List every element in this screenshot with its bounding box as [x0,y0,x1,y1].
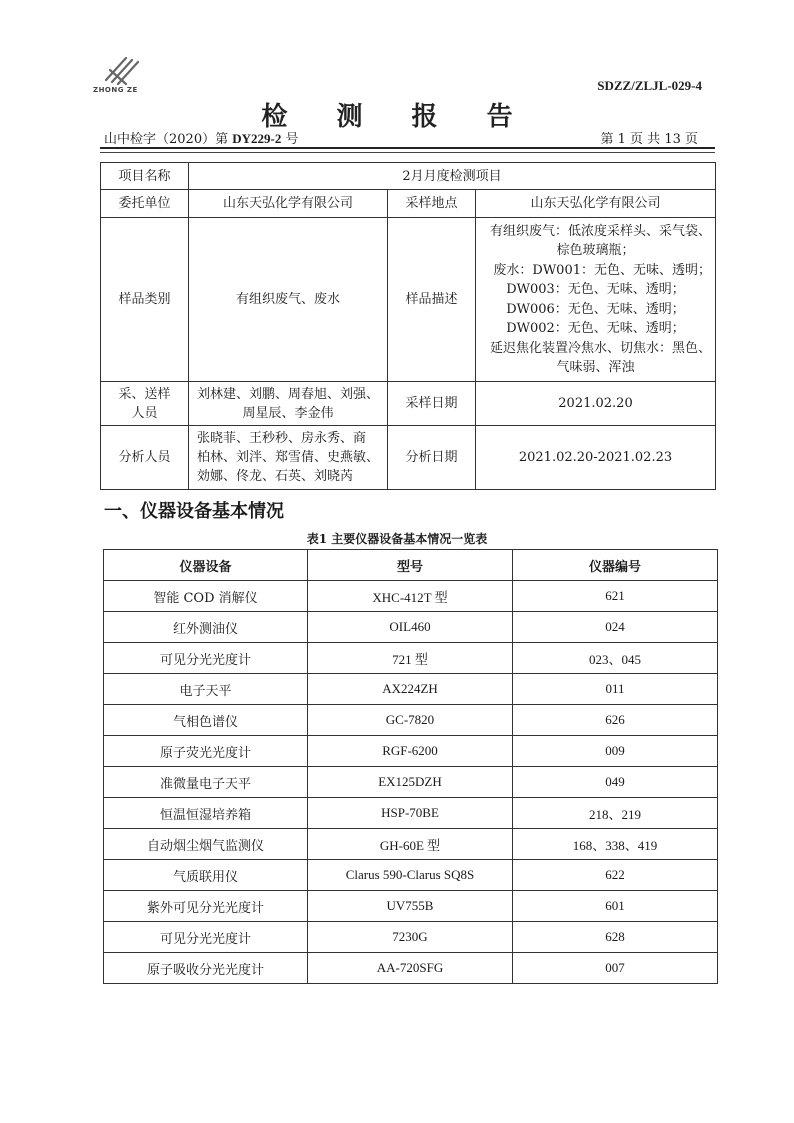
device-model: UV755B [308,891,513,922]
project-value: 2月月度检测项目 [189,163,716,190]
page-info: 第 1 页 共 13 页 [600,132,698,147]
client-label: 委托单位 [101,190,189,218]
analysis-date-label: 分析日期 [388,426,476,490]
sampler-label-line: 采、送样 [118,386,171,402]
device-model: 721 型 [308,643,513,674]
desc-line: 废水：DW001：无色、无味、透明； [493,262,711,278]
table-row [104,705,718,736]
sample-date-value: 2021.02.20 [476,382,716,426]
report-number-prefix: 山中检字（2020）第 [104,132,233,147]
sample-date-label: 采样日期 [388,382,476,426]
document-code: SDZZ/ZLJL-029-4 [597,78,702,93]
column-header-number: 仪器编号 [513,550,718,581]
device-name: 恒温恒湿培养箱 [104,798,308,829]
device-number: 601 [513,891,718,922]
device-name: 智能 COD 消解仪 [104,581,308,612]
analyst-line: 张晓菲、王秒秒、房永秀、商 [197,431,367,446]
info-row-project [101,163,716,190]
section-heading: 一、仪器设备基本情况 [104,501,284,522]
sampler-value [189,382,388,426]
device-model: OIL460 [308,612,513,643]
desc-line: 气味弱、浑浊 [556,360,635,375]
info-row-analyst [101,426,716,490]
device-number: 626 [513,705,718,736]
device-number: 049 [513,767,718,798]
analyst-line: 柏林、刘泮、郑雪倩、史燕敏、 [197,450,380,465]
project-label: 项目名称 [101,163,189,190]
logo-text: ZHONG ZE [93,86,138,94]
desc-line: DW006：无色、无味、透明； [506,301,685,317]
device-name: 紫外可见分光光度计 [104,891,308,922]
client-value: 山东天弘化学有限公司 [189,190,388,218]
table-row [104,767,718,798]
info-row-sample [101,218,716,382]
info-row-sampler [101,382,716,426]
table-row [104,581,718,612]
table-row [104,674,718,705]
table-row [104,922,718,953]
device-number: 023、045 [513,643,718,674]
table-row [104,829,718,860]
report-number-suffix: 号 [281,132,299,147]
analysis-date-value: 2021.02.20-2021.02.23 [476,426,716,490]
table-row [104,736,718,767]
device-name: 气相色谱仪 [104,705,308,736]
device-number: 621 [513,581,718,612]
device-model: EX125DZH [308,767,513,798]
device-name: 电子天平 [104,674,308,705]
report-number [104,128,298,147]
device-name: 自动烟尘烟气监测仪 [104,829,308,860]
sampler-label-line: 人员 [131,405,158,421]
desc-line: 延迟焦化装置冷焦水、切焦水：黑色、 [489,340,711,356]
device-number: 024 [513,612,718,643]
device-model: Clarus 590-Clarus SQ8S [308,860,513,891]
device-model: AA-720SFG [308,953,513,984]
sampler-label [101,382,189,426]
table-row [104,860,718,891]
device-model: GH-60E 型 [308,829,513,860]
report-number-value: DY229-2 [232,131,282,146]
site-value: 山东天弘化学有限公司 [476,190,716,218]
sample-description [476,218,716,382]
category-label: 样品类别 [101,218,189,382]
info-row-client [101,190,716,218]
device-name: 气质联用仪 [104,860,308,891]
device-model: XHC-412T 型 [308,581,513,612]
equipment-table [103,549,718,984]
device-name: 可见分光光度计 [104,643,308,674]
desc-line: DW003：无色、无味、透明； [506,282,685,297]
equipment-header-row [104,550,718,581]
site-label: 采样地点 [388,190,476,218]
page-title: 检 测 报 告 [261,102,533,132]
sampler-line: 周星辰、李金伟 [242,405,334,421]
desc-line: 有组织废气：低浓度采样头、采气袋、 [489,223,711,239]
device-model: 7230G [308,922,513,953]
device-number: 622 [513,860,718,891]
device-number: 007 [513,953,718,984]
table-row [104,953,718,984]
device-name: 原子荧光光度计 [104,736,308,767]
device-name: 原子吸收分光光度计 [104,953,308,984]
info-table [100,162,716,490]
device-model: GC-7820 [308,705,513,736]
device-number: 168、338、419 [513,829,718,860]
device-name: 准微量电子天平 [104,767,308,798]
column-header-device: 仪器设备 [104,550,308,581]
device-model: AX224ZH [308,674,513,705]
desc-line: DW002：无色、无味、透明； [506,321,685,336]
table-row [104,798,718,829]
analyst-label: 分析人员 [101,426,189,490]
device-name: 可见分光光度计 [104,922,308,953]
device-name: 红外测油仪 [104,612,308,643]
category-value: 有组织废气、废水 [189,218,388,382]
device-number: 218、219 [513,798,718,829]
desc-line: 棕色玻璃瓶； [556,243,635,258]
device-number: 628 [513,922,718,953]
analyst-line: 効娜、佟龙、石英、刘晓芮 [197,469,354,484]
column-header-model: 型号 [308,550,513,581]
header-divider-thin [100,152,715,153]
device-model: RGF-6200 [308,736,513,767]
table-row [104,643,718,674]
desc-label: 样品描述 [388,218,476,382]
device-number: 009 [513,736,718,767]
device-number: 011 [513,674,718,705]
header-divider [100,147,715,149]
sampler-line: 刘林建、刘鹏、周春旭、刘强、 [196,386,379,402]
table-row [104,612,718,643]
table-caption: 表1 主要仪器设备基本情况一览表 [306,532,488,546]
analyst-value [189,426,388,490]
table-row [104,891,718,922]
device-model: HSP-70BE [308,798,513,829]
